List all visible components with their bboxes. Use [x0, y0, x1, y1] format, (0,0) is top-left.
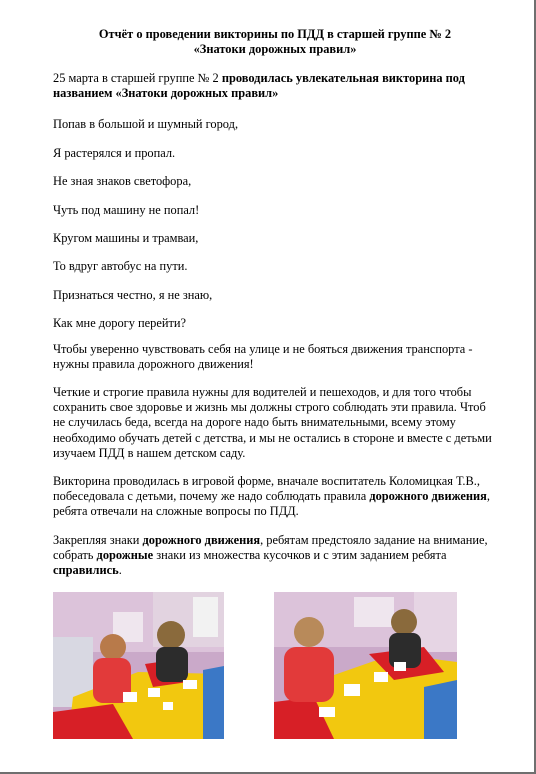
- paragraph-1: Чтобы уверенно чувствовать себя на улице и не бояться движения транспорта - нужны правила дорожного движения!: [53, 342, 473, 372]
- paragraph-4: Закрепляя знаки дорожного движения, ребятам предстояло задание на внимание, собрать дорожные знаки из множества кусочков и с этим заданием ребята справились.: [53, 533, 488, 578]
- poem-line-4: Чуть под машину не попал!: [53, 203, 200, 217]
- poem-line-3: Не зная знаков светофора,: [53, 174, 192, 188]
- poem-line-2: Я растерялся и пропал.: [53, 146, 176, 160]
- paragraph-2: Четкие и строгие правила нужны для водителей и пешеходов, и для того чтобы сохранить свое здоровье и жизнь мы должны строго соблюдать эти правила. Чтоб не случилась беда, всегда на дороге надо быть внимательными, всему этому необходимо обучать детей с детства, и мы не остались в стороне и вместе с детьми изучаем ПДД в нашем детском саду.: [53, 385, 492, 460]
- paragraph-3: Викторина проводилась в игровой форме, вначале воспитатель Коломицкая Т.В., побеседовала с детьми, почему же надо соблюдать правила дорожного движения, ребята отвечали на сложные вопросы по ПДД.: [53, 474, 490, 519]
- title-line-2: «Знатоки дорожных правил»: [193, 42, 357, 56]
- poem-line-1: Попав в большой и шумный город,: [53, 117, 239, 131]
- intro-bold: проводилась увлекательная викторина под названием «Знатоки дорожных правил»: [53, 71, 465, 100]
- title-line-1: Отчёт о проведении викторины по ПДД в старшей группе № 2: [98, 27, 452, 41]
- poem-line-5: Кругом машины и трамваи,: [53, 231, 199, 245]
- poem-line-6: То вдруг автобус на пути.: [53, 259, 188, 273]
- report-title: [60, 27, 490, 57]
- photo-quiz-1: [53, 592, 224, 739]
- intro-paragraph: [53, 71, 493, 101]
- poem-line-7: Признаться честно, я не знаю,: [53, 288, 213, 302]
- photo-quiz-2: [274, 592, 457, 739]
- poem-line-8: Как мне дорогу перейти?: [53, 316, 187, 330]
- intro-plain: 25 марта в старшей группе № 2: [53, 71, 222, 85]
